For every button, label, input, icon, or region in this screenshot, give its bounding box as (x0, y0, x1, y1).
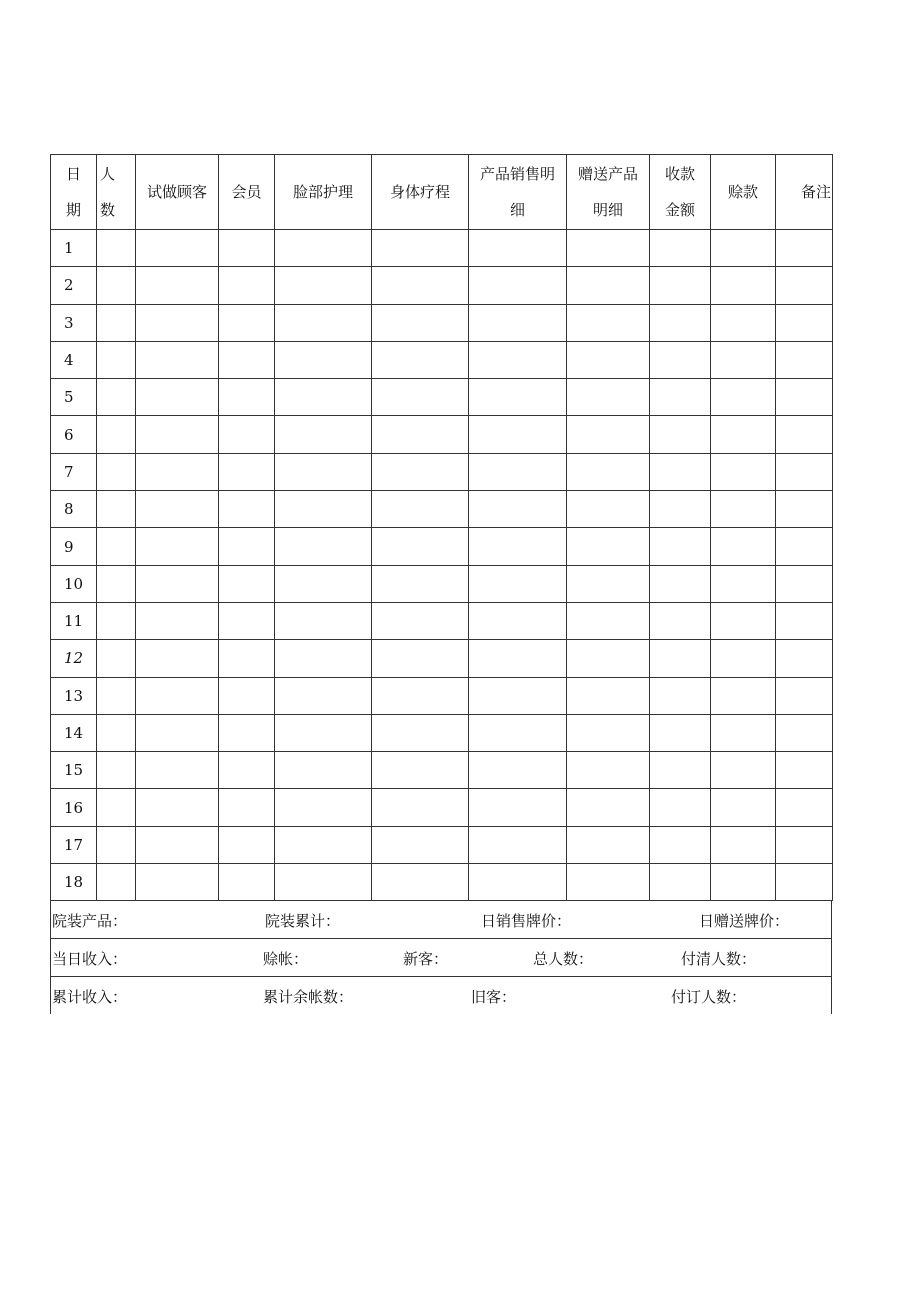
table-cell[interactable] (136, 416, 219, 453)
table-cell[interactable] (275, 602, 372, 639)
table-cell[interactable] (776, 341, 833, 378)
table-cell[interactable] (97, 491, 136, 528)
table-header-row (51, 155, 833, 230)
table-cell[interactable] (97, 341, 136, 378)
table-cell[interactable] (776, 230, 833, 267)
daily-gift-list-price-label: 日赠送牌价： (699, 912, 790, 931)
row-day-number: 6 (51, 416, 97, 453)
table-cell[interactable] (97, 304, 136, 341)
table-row (51, 752, 833, 789)
table-row (51, 453, 833, 490)
table-cell[interactable] (711, 602, 776, 639)
table-row (51, 304, 833, 341)
new-customers-label: 新客： (403, 950, 449, 969)
table-cell[interactable] (219, 379, 275, 416)
row-day-number: 2 (51, 267, 97, 304)
row-day-number: 18 (51, 864, 97, 901)
table-cell[interactable] (97, 602, 136, 639)
table-cell[interactable] (469, 379, 567, 416)
table-row (51, 528, 833, 565)
table-cell[interactable] (711, 565, 776, 602)
table-cell[interactable] (650, 230, 711, 267)
header-credit: 赊款 (711, 155, 776, 230)
table-row (51, 640, 833, 677)
table-cell[interactable] (97, 789, 136, 826)
table-cell[interactable] (469, 752, 567, 789)
table-cell[interactable] (275, 379, 372, 416)
table-cell[interactable] (372, 267, 469, 304)
table-cell[interactable] (469, 491, 567, 528)
table-cell[interactable] (136, 304, 219, 341)
row-day-number: 10 (51, 565, 97, 602)
table-cell[interactable] (97, 416, 136, 453)
table-cell[interactable] (469, 304, 567, 341)
salon-products-label: 院装产品： (52, 912, 128, 931)
table-cell[interactable] (469, 864, 567, 901)
table-cell[interactable] (567, 341, 650, 378)
daily-report-form (50, 154, 832, 1014)
table-cell[interactable] (776, 826, 833, 863)
table-cell[interactable] (219, 341, 275, 378)
table-cell[interactable] (372, 304, 469, 341)
table-cell[interactable] (219, 677, 275, 714)
table-cell[interactable] (469, 267, 567, 304)
table-row (51, 267, 833, 304)
table-cell[interactable] (776, 565, 833, 602)
table-cell[interactable] (567, 304, 650, 341)
row-day-number: 5 (51, 379, 97, 416)
table-cell[interactable] (219, 453, 275, 490)
table-cell[interactable] (372, 528, 469, 565)
row-day-number: 1 (51, 230, 97, 267)
table-row (51, 230, 833, 267)
table-cell[interactable] (650, 416, 711, 453)
table-cell[interactable] (136, 267, 219, 304)
table-cell[interactable] (776, 267, 833, 304)
header-date-line2: 期 (65, 201, 81, 219)
table-cell[interactable] (275, 864, 372, 901)
table-cell[interactable] (469, 565, 567, 602)
table-cell[interactable] (650, 864, 711, 901)
table-cell[interactable] (650, 267, 711, 304)
table-cell[interactable] (469, 602, 567, 639)
table-row (51, 826, 833, 863)
table-cell[interactable] (711, 491, 776, 528)
table-cell[interactable] (469, 789, 567, 826)
table-cell[interactable] (711, 304, 776, 341)
table-cell[interactable] (711, 230, 776, 267)
table-cell[interactable] (650, 379, 711, 416)
table-cell[interactable] (136, 230, 219, 267)
table-cell[interactable] (219, 565, 275, 602)
table-cell[interactable] (711, 267, 776, 304)
table-cell[interactable] (275, 752, 372, 789)
table-cell[interactable] (567, 789, 650, 826)
table-cell[interactable] (136, 826, 219, 863)
table-cell[interactable] (711, 379, 776, 416)
table-cell[interactable] (219, 230, 275, 267)
table-cell[interactable] (275, 304, 372, 341)
table-cell[interactable] (97, 714, 136, 751)
table-cell[interactable] (469, 826, 567, 863)
table-cell[interactable] (469, 230, 567, 267)
table-cell[interactable] (136, 677, 219, 714)
table-cell[interactable] (776, 528, 833, 565)
header-body-treatment: 身体疗程 (372, 155, 469, 230)
deposit-people-label: 付订人数： (671, 988, 747, 1007)
table-cell[interactable] (136, 528, 219, 565)
table-cell[interactable] (567, 491, 650, 528)
table-row (51, 677, 833, 714)
table-cell[interactable] (136, 864, 219, 901)
table-cell[interactable] (219, 304, 275, 341)
table-cell[interactable] (219, 752, 275, 789)
table-cell[interactable] (650, 752, 711, 789)
table-cell[interactable] (136, 602, 219, 639)
row-day-number: 9 (51, 528, 97, 565)
table-cell[interactable] (372, 341, 469, 378)
table-cell[interactable] (711, 416, 776, 453)
table-cell[interactable] (567, 714, 650, 751)
table-row (51, 491, 833, 528)
table-cell[interactable] (567, 752, 650, 789)
table-cell[interactable] (136, 491, 219, 528)
table-cell[interactable] (776, 640, 833, 677)
table-cell[interactable] (567, 453, 650, 490)
table-cell[interactable] (97, 677, 136, 714)
table-row (51, 714, 833, 751)
header-payment-amount (650, 155, 711, 230)
table-cell[interactable] (711, 752, 776, 789)
table-cell[interactable] (650, 565, 711, 602)
header-date (51, 155, 97, 230)
table-cell[interactable] (97, 528, 136, 565)
header-payment-amount-line1: 收款 (664, 165, 695, 183)
table-cell[interactable] (97, 453, 136, 490)
table-cell[interactable] (97, 230, 136, 267)
table-cell[interactable] (97, 864, 136, 901)
row-day-number: 7 (51, 453, 97, 490)
table-cell[interactable] (136, 341, 219, 378)
table-cell[interactable] (372, 491, 469, 528)
table-cell[interactable] (567, 565, 650, 602)
table-cell[interactable] (275, 677, 372, 714)
table-cell[interactable] (372, 602, 469, 639)
table-cell[interactable] (219, 826, 275, 863)
table-row (51, 341, 833, 378)
table-cell[interactable] (776, 752, 833, 789)
table-row (51, 864, 833, 901)
cumulative-balance-label: 累计余帐数： (263, 988, 354, 1007)
header-product-sales-line2: 细 (509, 201, 525, 219)
table-cell[interactable] (136, 714, 219, 751)
table-cell[interactable] (275, 789, 372, 826)
table-cell[interactable] (97, 565, 136, 602)
header-gift-products-line1: 赠送产品 (577, 165, 638, 183)
table-cell[interactable] (567, 230, 650, 267)
table-cell[interactable] (97, 752, 136, 789)
table-cell[interactable] (650, 789, 711, 826)
table-cell[interactable] (219, 491, 275, 528)
ledger-body (51, 230, 833, 901)
table-cell[interactable] (650, 453, 711, 490)
header-people-line1: 人 (100, 165, 116, 183)
header-product-sales (469, 155, 567, 230)
table-cell[interactable] (650, 304, 711, 341)
table-cell[interactable] (711, 826, 776, 863)
table-cell[interactable] (372, 826, 469, 863)
table-cell[interactable] (469, 640, 567, 677)
table-row (51, 602, 833, 639)
table-cell[interactable] (275, 267, 372, 304)
salon-cumulative-label: 院装累计： (265, 912, 341, 931)
table-cell[interactable] (275, 640, 372, 677)
table-cell[interactable] (650, 826, 711, 863)
header-people-line2: 数 (100, 201, 116, 219)
table-cell[interactable] (372, 789, 469, 826)
table-cell[interactable] (372, 565, 469, 602)
table-cell[interactable] (567, 379, 650, 416)
table-cell[interactable] (136, 565, 219, 602)
table-cell[interactable] (711, 714, 776, 751)
table-row (51, 416, 833, 453)
table-cell[interactable] (650, 677, 711, 714)
table-cell[interactable] (219, 640, 275, 677)
table-cell[interactable] (275, 341, 372, 378)
table-cell[interactable] (136, 640, 219, 677)
table-cell[interactable] (372, 677, 469, 714)
table-cell[interactable] (711, 528, 776, 565)
header-people (97, 155, 136, 230)
table-cell[interactable] (372, 379, 469, 416)
row-day-number: 3 (51, 304, 97, 341)
table-cell[interactable] (372, 453, 469, 490)
table-cell[interactable] (711, 341, 776, 378)
table-cell[interactable] (469, 416, 567, 453)
table-row (51, 565, 833, 602)
table-cell[interactable] (275, 453, 372, 490)
table-cell[interactable] (776, 602, 833, 639)
row-day-number: 16 (51, 789, 97, 826)
table-cell[interactable] (711, 789, 776, 826)
table-cell[interactable] (711, 677, 776, 714)
header-product-sales-line1: 产品销售明 (479, 165, 555, 183)
summary-row-3 (50, 977, 832, 1014)
daily-income-label: 当日收入： (52, 950, 128, 969)
table-cell[interactable] (219, 602, 275, 639)
summary-row-1 (50, 901, 832, 939)
table-cell[interactable] (567, 528, 650, 565)
header-remarks: 备注 (776, 155, 833, 230)
table-cell[interactable] (469, 528, 567, 565)
table-row (51, 789, 833, 826)
table-cell[interactable] (469, 677, 567, 714)
table-cell[interactable] (567, 677, 650, 714)
table-cell[interactable] (97, 826, 136, 863)
table-cell[interactable] (776, 453, 833, 490)
table-cell[interactable] (219, 416, 275, 453)
table-cell[interactable] (136, 789, 219, 826)
table-cell[interactable] (776, 677, 833, 714)
table-cell[interactable] (567, 826, 650, 863)
table-cell[interactable] (372, 864, 469, 901)
summary-row-2 (50, 939, 832, 977)
table-cell[interactable] (650, 528, 711, 565)
table-cell[interactable] (567, 640, 650, 677)
table-cell[interactable] (469, 341, 567, 378)
table-cell[interactable] (136, 453, 219, 490)
table-cell[interactable] (372, 640, 469, 677)
table-cell[interactable] (567, 416, 650, 453)
table-cell[interactable] (650, 341, 711, 378)
header-member: 会员 (219, 155, 275, 230)
summary-section (50, 901, 832, 1014)
table-cell[interactable] (776, 379, 833, 416)
table-cell[interactable] (97, 267, 136, 304)
table-cell[interactable] (97, 640, 136, 677)
row-day-number: 17 (51, 826, 97, 863)
table-cell[interactable] (776, 864, 833, 901)
row-day-number: 14 (51, 714, 97, 751)
table-cell[interactable] (776, 789, 833, 826)
table-cell[interactable] (711, 453, 776, 490)
row-day-number: 12 (51, 640, 97, 677)
table-cell[interactable] (650, 602, 711, 639)
table-cell[interactable] (567, 602, 650, 639)
table-cell[interactable] (776, 491, 833, 528)
table-cell[interactable] (219, 714, 275, 751)
table-cell[interactable] (275, 714, 372, 751)
table-cell[interactable] (275, 528, 372, 565)
row-day-number: 11 (51, 602, 97, 639)
table-cell[interactable] (97, 379, 136, 416)
table-cell[interactable] (650, 491, 711, 528)
table-cell[interactable] (219, 789, 275, 826)
table-cell[interactable] (567, 864, 650, 901)
table-cell[interactable] (372, 714, 469, 751)
table-cell[interactable] (711, 640, 776, 677)
table-cell[interactable] (275, 565, 372, 602)
paid-in-full-label: 付清人数： (681, 950, 757, 969)
daily-sales-list-price-label: 日销售牌价： (481, 912, 572, 931)
table-cell[interactable] (469, 453, 567, 490)
table-cell[interactable] (650, 714, 711, 751)
table-cell[interactable] (469, 714, 567, 751)
table-cell[interactable] (776, 304, 833, 341)
old-customers-label: 旧客： (471, 988, 517, 1007)
row-day-number: 13 (51, 677, 97, 714)
table-cell[interactable] (275, 826, 372, 863)
header-trial-customer: 试做顾客 (136, 155, 219, 230)
table-cell[interactable] (776, 714, 833, 751)
table-cell[interactable] (372, 416, 469, 453)
row-day-number: 8 (51, 491, 97, 528)
table-row (51, 379, 833, 416)
header-payment-amount-line2: 金额 (664, 201, 695, 219)
table-cell[interactable] (136, 379, 219, 416)
table-cell[interactable] (776, 416, 833, 453)
cumulative-income-label: 累计收入： (52, 988, 128, 1007)
table-cell[interactable] (219, 864, 275, 901)
header-date-line1: 日 (65, 165, 81, 183)
row-day-number: 4 (51, 341, 97, 378)
table-cell[interactable] (650, 640, 711, 677)
table-cell[interactable] (275, 416, 372, 453)
table-cell[interactable] (275, 230, 372, 267)
row-day-number: 15 (51, 752, 97, 789)
table-cell[interactable] (219, 528, 275, 565)
credit-account-label: 赊帐： (263, 950, 309, 969)
header-gift-products-line2: 明细 (592, 201, 623, 219)
table-cell[interactable] (711, 864, 776, 901)
table-cell[interactable] (372, 752, 469, 789)
header-facial-care: 脸部护理 (275, 155, 372, 230)
header-gift-products (567, 155, 650, 230)
total-people-label: 总人数： (533, 950, 594, 969)
table-cell[interactable] (275, 491, 372, 528)
daily-ledger-table (50, 154, 833, 901)
table-cell[interactable] (567, 267, 650, 304)
table-cell[interactable] (136, 752, 219, 789)
table-cell[interactable] (372, 230, 469, 267)
table-cell[interactable] (219, 267, 275, 304)
